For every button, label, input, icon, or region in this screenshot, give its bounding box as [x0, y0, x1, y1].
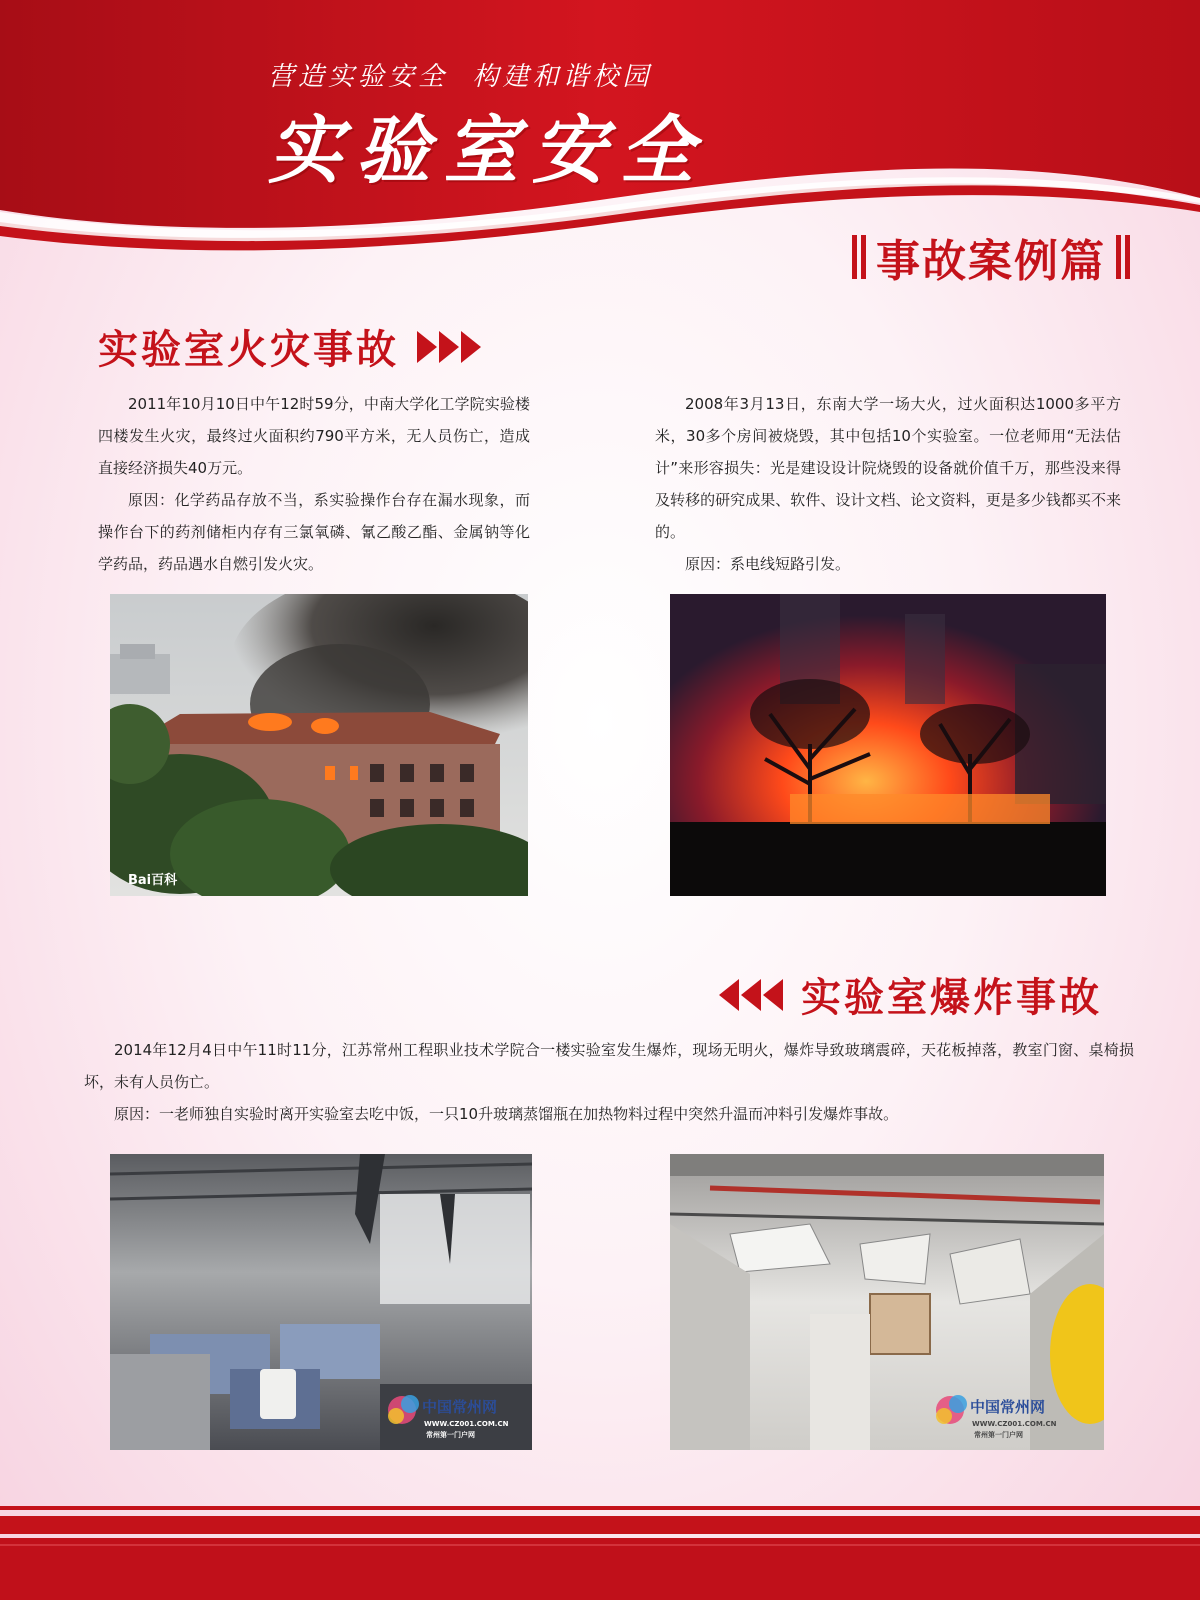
- triple-arrow-right-icon: [417, 331, 481, 363]
- footer-stripes: [0, 1490, 1200, 1600]
- explosion-heading-text: 实验室爆炸事故: [801, 975, 1102, 1021]
- explosion-section-heading: [719, 966, 1102, 1023]
- cz001-watermark-url: WWW.CZ001.COM.CN: [424, 1420, 509, 1428]
- fire-section-heading: [98, 318, 481, 375]
- baike-watermark: Bai百科: [128, 873, 178, 888]
- explosion-photo-lab-damage: [110, 1154, 532, 1450]
- cz001-watermark-url-2: WWW.CZ001.COM.CN: [972, 1420, 1057, 1428]
- explosion-case-text: [84, 1034, 1134, 1130]
- cz001-watermark-tagline: 常州第一门户网: [426, 1431, 475, 1439]
- page-title: 实验室安全: [268, 108, 708, 194]
- cz001-watermark-name: 中国常州网: [422, 1398, 498, 1416]
- fire-photo-building-smoke: [110, 594, 528, 896]
- section-banner-title: 事故案例篇: [876, 236, 1106, 287]
- fire-case-1-cause: 原因：化学药品存放不当，系实验操作台存在漏水现象，而操作台下的药剂储柜内存有三氯氧磷、氰乙酸乙酯、金属钠等化学药品，药品遇水自燃引发火灾。: [98, 491, 530, 573]
- fire-case-1-text: [98, 388, 530, 580]
- banner-right-bars: [1116, 235, 1130, 279]
- fire-photo-night-blaze: [670, 594, 1106, 896]
- fire-case-1-paragraph: 2011年10月10日中午12时59分，中南大学化工学院实验楼四楼发生火灾，最终过火面积约790平方米，无人员伤亡，造成直接经济损失40万元。: [98, 395, 530, 477]
- fire-case-2-paragraph: 2008年3月13日，东南大学一场大火，过火面积达1000多平方米，30多个房间被烧毁，其中包括10个实验室。一位老师用“无法估计”来形容损失：光是建设设计院烧毁的设备就价值千万，那些没来得及转移的研究成果、软件、设计文档、论文资料，更是多少钱都买不来的。: [655, 395, 1121, 541]
- header-slogan: 营造实验安全 构建和谐校园: [268, 62, 653, 92]
- banner-left-bars: [852, 235, 866, 279]
- explosion-photo-corridor-ceiling: [670, 1154, 1104, 1450]
- fire-case-2-cause: 原因：系电线短路引发。: [685, 555, 851, 573]
- fire-case-2-text: [655, 388, 1121, 580]
- explosion-case-cause: 原因：一老师独自实验时离开实验室去吃中饭，一只10升玻璃蒸馏瓶在加热物料过程中突然升温而冲料引发爆炸事故。: [114, 1105, 899, 1123]
- section-banner: [852, 228, 1130, 286]
- cz001-watermark-tagline-2: 常州第一门户网: [974, 1431, 1023, 1439]
- triple-arrow-left-icon: [719, 979, 783, 1011]
- cz001-watermark-name-2: 中国常州网: [970, 1398, 1046, 1416]
- fire-heading-text: 实验室火灾事故: [98, 327, 399, 373]
- explosion-case-paragraph: 2014年12月4日中午11时11分，江苏常州工程职业技术学院合一楼实验室发生爆炸，现场无明火，爆炸导致玻璃震碎，天花板掉落，教室门窗、桌椅损坏，未有人员伤亡。: [84, 1041, 1134, 1091]
